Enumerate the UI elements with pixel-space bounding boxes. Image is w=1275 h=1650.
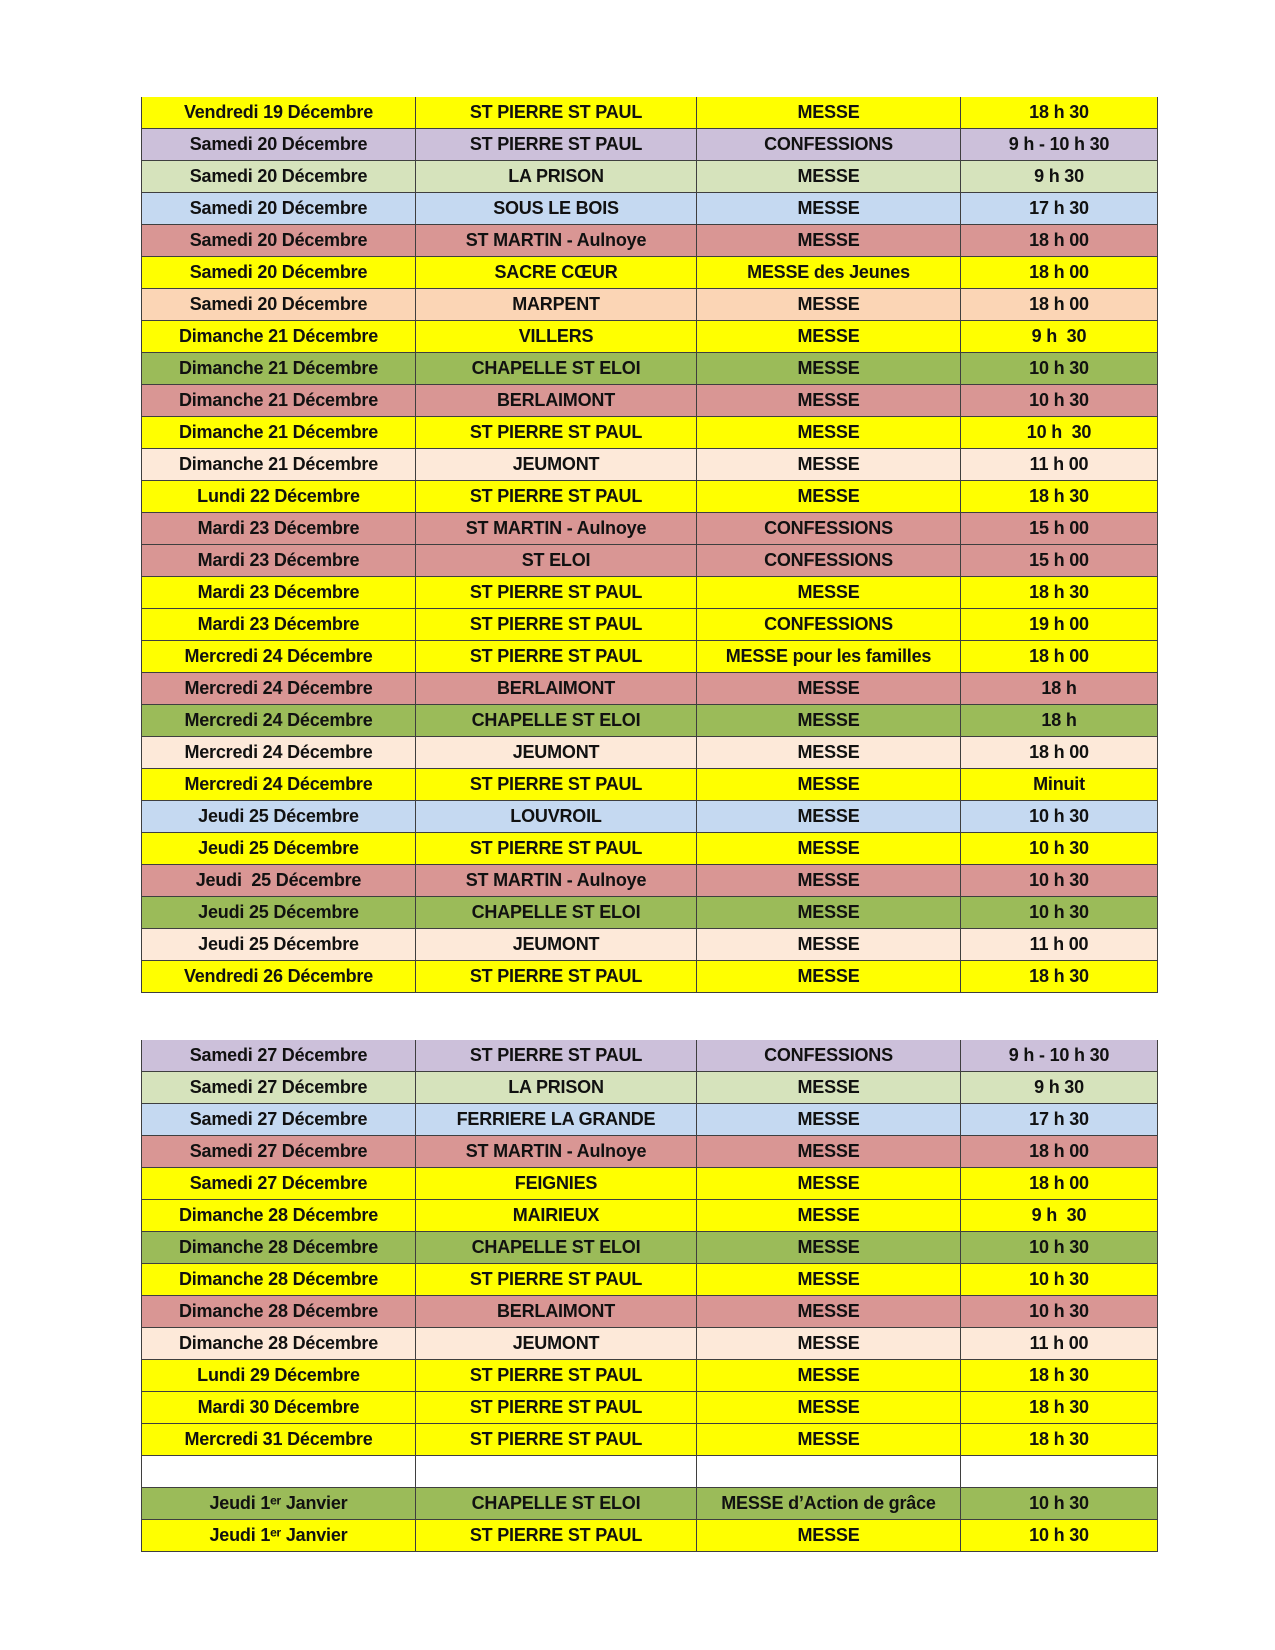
event-cell: MESSE (697, 801, 961, 833)
place-cell: LOUVROIL (416, 801, 697, 833)
event-cell: MESSE (697, 705, 961, 737)
time-cell: 18 h 30 (961, 577, 1158, 609)
date-cell: Mardi 23 Décembre (142, 609, 416, 641)
time-cell: 18 h 00 (961, 225, 1158, 257)
time-cell: 18 h 00 (961, 737, 1158, 769)
schedule-row (142, 833, 1158, 865)
time-cell: 18 h 30 (961, 1360, 1158, 1392)
date-cell: Mercredi 24 Décembre (142, 673, 416, 705)
schedule-row (142, 225, 1158, 257)
place-cell: BERLAIMONT (416, 1296, 697, 1328)
schedule-row (142, 865, 1158, 897)
place-cell: ST PIERRE ST PAUL (416, 1392, 697, 1424)
event-cell: MESSE (697, 1232, 961, 1264)
place-cell: MAIRIEUX (416, 1200, 697, 1232)
schedule-row (142, 705, 1158, 737)
date-cell: Samedi 27 Décembre (142, 1072, 416, 1104)
event-cell: MESSE (697, 1104, 961, 1136)
schedule-row (142, 321, 1158, 353)
schedule-row (142, 1040, 1158, 1072)
date-cell: Mercredi 31 Décembre (142, 1424, 416, 1456)
schedule-row (142, 129, 1158, 161)
event-cell: MESSE (697, 1424, 961, 1456)
place-cell: ST PIERRE ST PAUL (416, 961, 697, 993)
place-cell: CHAPELLE ST ELOI (416, 1232, 697, 1264)
date-cell: Dimanche 28 Décembre (142, 1200, 416, 1232)
schedule-row (142, 289, 1158, 321)
event-cell: CONFESSIONS (697, 129, 961, 161)
date-cell: Lundi 29 Décembre (142, 1360, 416, 1392)
time-cell: 18 h 00 (961, 1168, 1158, 1200)
place-cell: ST PIERRE ST PAUL (416, 609, 697, 641)
place-cell: ST PIERRE ST PAUL (416, 97, 697, 129)
event-cell: MESSE (697, 1296, 961, 1328)
time-cell: 10 h 30 (961, 385, 1158, 417)
date-cell: Samedi 20 Décembre (142, 161, 416, 193)
place-cell: ST PIERRE ST PAUL (416, 833, 697, 865)
event-cell: MESSE (697, 481, 961, 513)
date-cell: Dimanche 28 Décembre (142, 1296, 416, 1328)
time-cell: 15 h 00 (961, 513, 1158, 545)
schedule-row (142, 193, 1158, 225)
schedule-row (142, 1264, 1158, 1296)
schedule-row (142, 1520, 1158, 1552)
time-cell: 18 h (961, 673, 1158, 705)
place-cell: VILLERS (416, 321, 697, 353)
time-cell: 10 h 30 (961, 801, 1158, 833)
schedule-row (142, 1296, 1158, 1328)
time-cell: 9 h - 10 h 30 (961, 129, 1158, 161)
date-cell: Mardi 30 Décembre (142, 1392, 416, 1424)
event-cell: MESSE (697, 193, 961, 225)
schedule-row (142, 1456, 1158, 1488)
date-cell: Vendredi 26 Décembre (142, 961, 416, 993)
date-cell: Samedi 27 Décembre (142, 1168, 416, 1200)
event-cell: CONFESSIONS (697, 1040, 961, 1072)
time-cell: 11 h 00 (961, 449, 1158, 481)
date-cell: Dimanche 21 Décembre (142, 385, 416, 417)
time-cell: 9 h 30 (961, 1072, 1158, 1104)
time-cell: 18 h 00 (961, 257, 1158, 289)
schedule-row (142, 97, 1158, 129)
place-cell: ST PIERRE ST PAUL (416, 129, 697, 161)
place-cell: CHAPELLE ST ELOI (416, 1488, 697, 1520)
place-cell: CHAPELLE ST ELOI (416, 705, 697, 737)
event-cell: MESSE (697, 1360, 961, 1392)
schedule-row (142, 1328, 1158, 1360)
time-cell: 18 h (961, 705, 1158, 737)
time-cell: 18 h 30 (961, 481, 1158, 513)
schedule-row (142, 1168, 1158, 1200)
date-cell: Dimanche 21 Décembre (142, 417, 416, 449)
event-cell: MESSE (697, 1328, 961, 1360)
event-cell: MESSE (697, 897, 961, 929)
place-cell: ST MARTIN - Aulnoye (416, 1136, 697, 1168)
schedule-row (142, 929, 1158, 961)
event-cell: MESSE (697, 1072, 961, 1104)
event-cell: MESSE (697, 1264, 961, 1296)
time-cell: 10 h 30 (961, 353, 1158, 385)
date-cell: Samedi 27 Décembre (142, 1136, 416, 1168)
event-cell: MESSE pour les familles (697, 641, 961, 673)
schedule-row (142, 801, 1158, 833)
schedule-row (142, 897, 1158, 929)
place-cell: ST MARTIN - Aulnoye (416, 865, 697, 897)
place-cell: FEIGNIES (416, 1168, 697, 1200)
time-cell: 9 h 30 (961, 1200, 1158, 1232)
event-cell: MESSE (697, 833, 961, 865)
time-cell: 18 h 30 (961, 1392, 1158, 1424)
date-cell: Mercredi 24 Décembre (142, 705, 416, 737)
place-cell: ST PIERRE ST PAUL (416, 1264, 697, 1296)
place-cell: ST PIERRE ST PAUL (416, 481, 697, 513)
time-cell: 18 h 30 (961, 1424, 1158, 1456)
schedule-table-body (142, 1040, 1158, 1552)
time-cell: 9 h - 10 h 30 (961, 1040, 1158, 1072)
date-cell: Jeudi 1ᵉʳ Janvier (142, 1488, 416, 1520)
place-cell: ST ELOI (416, 545, 697, 577)
date-cell: Dimanche 21 Décembre (142, 321, 416, 353)
event-cell: MESSE (697, 321, 961, 353)
date-cell: Mardi 23 Décembre (142, 513, 416, 545)
date-cell: Mardi 23 Décembre (142, 545, 416, 577)
schedule-row (142, 673, 1158, 705)
place-cell: LA PRISON (416, 161, 697, 193)
event-cell: MESSE (697, 769, 961, 801)
date-cell: Samedi 20 Décembre (142, 289, 416, 321)
date-cell: Dimanche 28 Décembre (142, 1328, 416, 1360)
place-cell: BERLAIMONT (416, 385, 697, 417)
time-cell: 18 h 00 (961, 1136, 1158, 1168)
date-cell: Jeudi 25 Décembre (142, 865, 416, 897)
date-cell: Mardi 23 Décembre (142, 577, 416, 609)
schedule-row (142, 545, 1158, 577)
event-cell: CONFESSIONS (697, 609, 961, 641)
time-cell: 18 h 30 (961, 961, 1158, 993)
date-cell: Samedi 20 Décembre (142, 193, 416, 225)
date-cell: Jeudi 1ᵉʳ Janvier (142, 1520, 416, 1552)
place-cell: SOUS LE BOIS (416, 193, 697, 225)
time-cell: 10 h 30 (961, 417, 1158, 449)
time-cell: 18 h 00 (961, 641, 1158, 673)
schedule-row (142, 769, 1158, 801)
date-cell: Samedi 27 Décembre (142, 1104, 416, 1136)
place-cell: ST PIERRE ST PAUL (416, 1040, 697, 1072)
schedule-row (142, 1488, 1158, 1520)
schedule-row (142, 353, 1158, 385)
mass-schedule-table-december-27-january-1 (141, 1040, 1158, 1552)
event-cell: MESSE (697, 1200, 961, 1232)
event-cell: MESSE (697, 225, 961, 257)
time-cell: 11 h 00 (961, 929, 1158, 961)
time-cell: 19 h 00 (961, 609, 1158, 641)
date-cell: Samedi 20 Décembre (142, 257, 416, 289)
schedule-row (142, 1392, 1158, 1424)
event-cell: CONFESSIONS (697, 513, 961, 545)
place-cell: JEUMONT (416, 737, 697, 769)
schedule-row (142, 449, 1158, 481)
schedule-row (142, 417, 1158, 449)
event-cell: MESSE (697, 161, 961, 193)
date-cell: Jeudi 25 Décembre (142, 801, 416, 833)
event-cell: CONFESSIONS (697, 545, 961, 577)
schedule-row (142, 1136, 1158, 1168)
event-cell: MESSE (697, 449, 961, 481)
time-cell: 10 h 30 (961, 865, 1158, 897)
schedule-row (142, 1072, 1158, 1104)
place-cell: MARPENT (416, 289, 697, 321)
event-cell: MESSE (697, 385, 961, 417)
date-cell: Samedi 20 Décembre (142, 129, 416, 161)
time-cell: 9 h 30 (961, 321, 1158, 353)
time-cell: 10 h 30 (961, 1296, 1158, 1328)
time-cell: Minuit (961, 769, 1158, 801)
event-cell: MESSE (697, 1168, 961, 1200)
time-cell: 17 h 30 (961, 193, 1158, 225)
schedule-row (142, 1200, 1158, 1232)
time-cell: 17 h 30 (961, 1104, 1158, 1136)
date-cell: Mercredi 24 Décembre (142, 769, 416, 801)
place-cell: ST PIERRE ST PAUL (416, 417, 697, 449)
place-cell: JEUMONT (416, 1328, 697, 1360)
time-cell: 10 h 30 (961, 1520, 1158, 1552)
event-cell: MESSE (697, 1392, 961, 1424)
event-cell: MESSE (697, 929, 961, 961)
schedule-row (142, 641, 1158, 673)
date-cell: Samedi 20 Décembre (142, 225, 416, 257)
time-cell: 10 h 30 (961, 897, 1158, 929)
date-cell (142, 1456, 416, 1488)
schedule-row (142, 737, 1158, 769)
event-cell: MESSE (697, 353, 961, 385)
time-cell: 10 h 30 (961, 1264, 1158, 1296)
schedule-row (142, 609, 1158, 641)
schedule-row (142, 1424, 1158, 1456)
date-cell: Jeudi 25 Décembre (142, 897, 416, 929)
event-cell: MESSE d’Action de grâce (697, 1488, 961, 1520)
date-cell: Jeudi 25 Décembre (142, 833, 416, 865)
time-cell (961, 1456, 1158, 1488)
place-cell: CHAPELLE ST ELOI (416, 897, 697, 929)
event-cell: MESSE (697, 673, 961, 705)
schedule-row (142, 161, 1158, 193)
place-cell: JEUMONT (416, 929, 697, 961)
mass-schedule-table-december-19-26 (141, 97, 1158, 993)
schedule-row (142, 577, 1158, 609)
time-cell: 11 h 00 (961, 1328, 1158, 1360)
schedule-table-body (142, 97, 1158, 993)
place-cell: BERLAIMONT (416, 673, 697, 705)
time-cell: 18 h 30 (961, 97, 1158, 129)
time-cell: 10 h 30 (961, 833, 1158, 865)
time-cell: 18 h 00 (961, 289, 1158, 321)
date-cell: Jeudi 25 Décembre (142, 929, 416, 961)
place-cell: SACRE CŒUR (416, 257, 697, 289)
schedule-row (142, 1360, 1158, 1392)
place-cell: JEUMONT (416, 449, 697, 481)
place-cell: ST PIERRE ST PAUL (416, 1424, 697, 1456)
schedule-row (142, 257, 1158, 289)
date-cell: Dimanche 21 Décembre (142, 353, 416, 385)
date-cell: Mercredi 24 Décembre (142, 737, 416, 769)
event-cell: MESSE (697, 289, 961, 321)
date-cell: Mercredi 24 Décembre (142, 641, 416, 673)
place-cell: ST PIERRE ST PAUL (416, 1520, 697, 1552)
event-cell: MESSE des Jeunes (697, 257, 961, 289)
date-cell: Dimanche 28 Décembre (142, 1264, 416, 1296)
event-cell (697, 1456, 961, 1488)
time-cell: 9 h 30 (961, 161, 1158, 193)
place-cell: ST PIERRE ST PAUL (416, 641, 697, 673)
place-cell: ST PIERRE ST PAUL (416, 1360, 697, 1392)
date-cell: Vendredi 19 Décembre (142, 97, 416, 129)
place-cell: ST PIERRE ST PAUL (416, 577, 697, 609)
time-cell: 10 h 30 (961, 1488, 1158, 1520)
event-cell: MESSE (697, 1520, 961, 1552)
time-cell: 10 h 30 (961, 1232, 1158, 1264)
place-cell: CHAPELLE ST ELOI (416, 353, 697, 385)
place-cell: FERRIERE LA GRANDE (416, 1104, 697, 1136)
event-cell: MESSE (697, 97, 961, 129)
place-cell: LA PRISON (416, 1072, 697, 1104)
place-cell: ST MARTIN - Aulnoye (416, 225, 697, 257)
date-cell: Lundi 22 Décembre (142, 481, 416, 513)
schedule-row (142, 1232, 1158, 1264)
date-cell: Samedi 27 Décembre (142, 1040, 416, 1072)
event-cell: MESSE (697, 577, 961, 609)
schedule-row (142, 513, 1158, 545)
date-cell: Dimanche 21 Décembre (142, 449, 416, 481)
event-cell: MESSE (697, 417, 961, 449)
event-cell: MESSE (697, 865, 961, 897)
event-cell: MESSE (697, 737, 961, 769)
date-cell: Dimanche 28 Décembre (142, 1232, 416, 1264)
place-cell: ST PIERRE ST PAUL (416, 769, 697, 801)
event-cell: MESSE (697, 1136, 961, 1168)
place-cell: ST MARTIN - Aulnoye (416, 513, 697, 545)
schedule-row (142, 961, 1158, 993)
time-cell: 15 h 00 (961, 545, 1158, 577)
place-cell (416, 1456, 697, 1488)
schedule-row (142, 481, 1158, 513)
event-cell: MESSE (697, 961, 961, 993)
schedule-row (142, 385, 1158, 417)
schedule-row (142, 1104, 1158, 1136)
